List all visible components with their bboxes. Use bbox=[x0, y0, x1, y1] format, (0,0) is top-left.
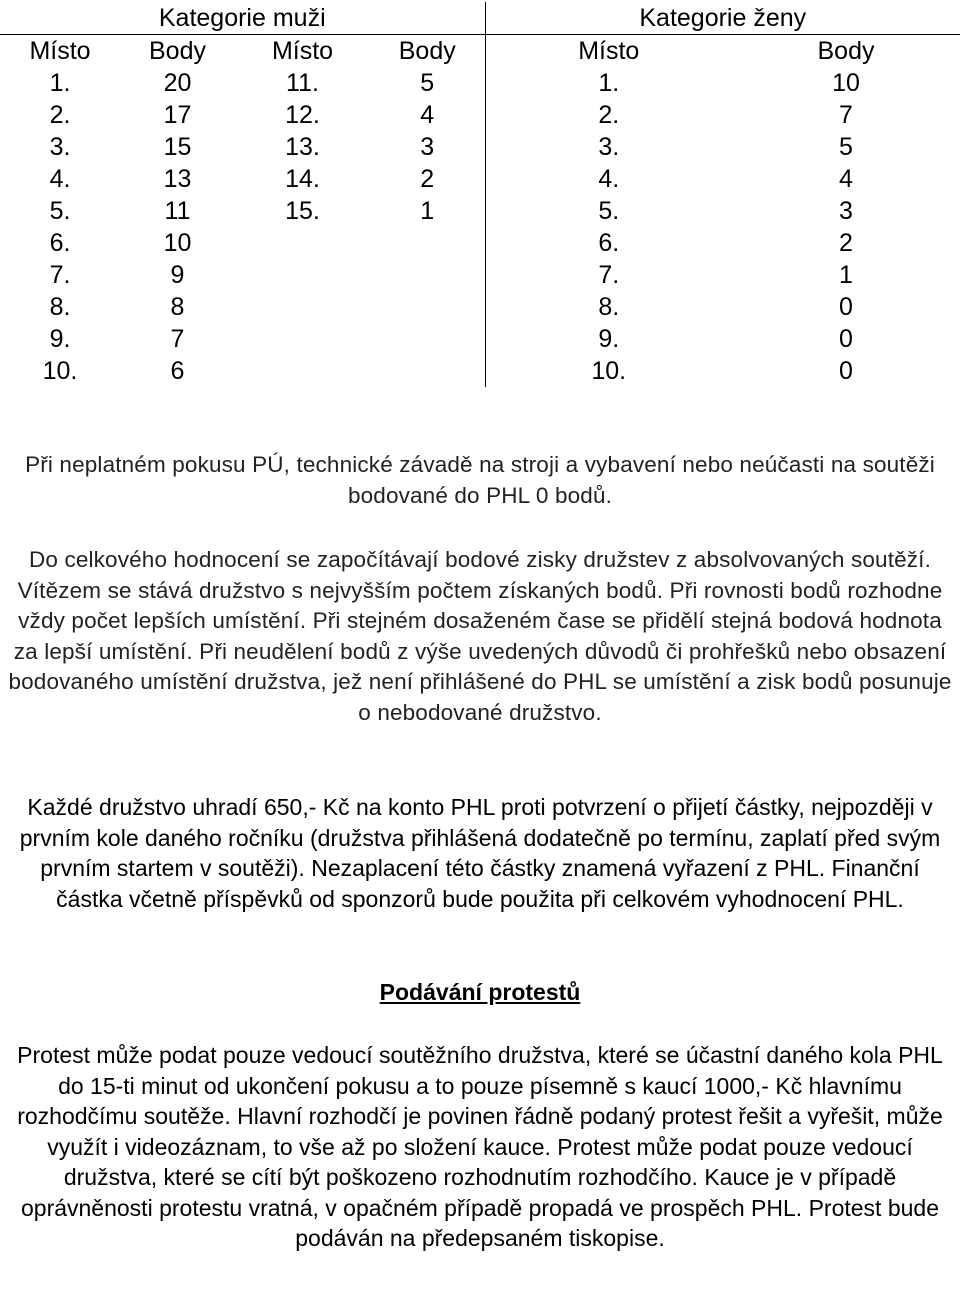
column-header: Místo bbox=[485, 35, 732, 68]
table-row bbox=[0, 163, 960, 195]
table-cell: 9 bbox=[170, 261, 185, 289]
table-cell: 9. bbox=[598, 325, 620, 353]
table-cell: 6 bbox=[170, 357, 185, 385]
table-cell: 2. bbox=[49, 101, 71, 129]
table-row bbox=[0, 99, 960, 131]
table-cell: 13. bbox=[285, 133, 320, 161]
table-cell bbox=[235, 227, 370, 259]
table-cell: 10. bbox=[591, 357, 627, 385]
table-cell: 6. bbox=[598, 229, 620, 257]
column-header: Místo bbox=[235, 35, 370, 68]
table-row bbox=[0, 355, 960, 387]
table-cell: 15. bbox=[285, 197, 320, 225]
table-cell: 3. bbox=[598, 133, 620, 161]
category-men: Kategorie muži bbox=[0, 2, 485, 35]
table-cell: 5 bbox=[370, 67, 485, 99]
fee-paragraph: Každé družstvo uhradí 650,- Kč na konto PHL proti potvrzení o přijetí částky, nejpozději v prvním kole daného ročníku (družstva přihlášená dodatečně po termínu, zaplatí před svým prvním startem v soutěži). Nezaplacení této částky znamená vyřazení z PHL. Finanční částka včetně příspěvků od sponzorů bude použita při celkovém vyhodnocení PHL. bbox=[19, 794, 941, 912]
table-cell: 1 bbox=[370, 195, 485, 227]
invalid-attempt-paragraph: Při neplatném pokusu PÚ, technické závadě na stroji a vybavení nebo neúčasti na soutěži bodované do PHL 0 bodů. bbox=[25, 452, 935, 508]
table-cell: 8 bbox=[170, 293, 185, 321]
table-cell: 5. bbox=[598, 197, 620, 225]
table-cell: 0 bbox=[839, 325, 853, 353]
table-row bbox=[0, 259, 960, 291]
table-row bbox=[0, 291, 960, 323]
table-cell: 2 bbox=[839, 229, 853, 257]
table-cell: 13 bbox=[163, 165, 192, 193]
scoring-rules-paragraph: Do celkového hodnocení se započítávají bodové zisky družstev z absolvovaných soutěží. Vítězem se stává družstvo s nejvyšším počtem získaných bodů. Při rovnosti bodů rozhodne vždy počet lepších umístění. Při stejném dosaženém čase se přidělí stejná bodová hodnota za lepší umístění. Při neudělení bodů z výše uvedených důvodů či prohřešků nebo obsazení bodovaného umístění družstva, jež není přihlášené do PHL se umístění a zisk bodů posunuje o nebodované družstvo. bbox=[8, 547, 952, 725]
points-table bbox=[0, 2, 960, 387]
table-cell: 4. bbox=[49, 165, 71, 193]
table-cell: 3. bbox=[49, 133, 71, 161]
table-cell: 7. bbox=[49, 261, 71, 289]
column-header-row bbox=[0, 35, 960, 68]
table-cell: 3 bbox=[370, 131, 485, 163]
protests-paragraph: Protest může podat pouze vedoucí soutěžního družstva, které se účastní daného kola PHL do 15-ti minut od ukončení pokusu a to pouze písemně s kaucí 1000,- Kč hlavnímu rozhodčímu soutěže. Hlavní rozhodčí je povinen řádně podaný protest řešit a vyřešit, může využít i videozáznam, to vše až po složení kauce. Protest může podat pouze vedoucí družstva, které se cítí být poškozeno rozhodnutím rozhodčího. Kauce je v případě oprávněnosti protestu vratná, v opačném případě propadá ve prospěch PHL. Protest bude podáván na předepsaném tiskopise. bbox=[17, 1042, 943, 1251]
column-header: Místo bbox=[0, 35, 120, 68]
table-cell: 11. bbox=[286, 69, 319, 97]
table-cell: 12. bbox=[285, 101, 320, 129]
table-cell: 10 bbox=[163, 229, 192, 257]
table-cell: 0 bbox=[839, 357, 853, 385]
table-cell bbox=[235, 355, 370, 387]
table-cell: 1. bbox=[598, 69, 620, 97]
table-cell: 8. bbox=[598, 293, 620, 321]
table-cell: 7. bbox=[598, 261, 620, 289]
table-cell: 15 bbox=[163, 133, 192, 161]
table-cell: 4. bbox=[598, 165, 620, 193]
table-row bbox=[0, 131, 960, 163]
column-header: Body bbox=[732, 35, 960, 68]
table-cell bbox=[370, 355, 485, 387]
table-cell: 7 bbox=[839, 101, 853, 129]
table-cell: 2. bbox=[598, 101, 620, 129]
table-row bbox=[0, 227, 960, 259]
column-header: Body bbox=[370, 35, 485, 68]
column-header: Body bbox=[120, 35, 235, 68]
table-cell bbox=[370, 259, 485, 291]
table-cell: 1 bbox=[839, 261, 853, 289]
table-cell: 10. bbox=[42, 357, 78, 385]
table-cell: 14. bbox=[285, 165, 320, 193]
table-cell: 3 bbox=[839, 197, 853, 225]
table-cell: 11 bbox=[164, 197, 191, 225]
table-cell bbox=[370, 291, 485, 323]
table-row bbox=[0, 67, 960, 99]
table-cell bbox=[370, 227, 485, 259]
table-cell bbox=[235, 259, 370, 291]
table-cell bbox=[370, 323, 485, 355]
table-cell: 8. bbox=[49, 293, 71, 321]
table-cell: 17 bbox=[163, 101, 192, 129]
table-cell: 4 bbox=[839, 165, 853, 193]
table-cell: 6. bbox=[49, 229, 71, 257]
table-cell: 10 bbox=[832, 69, 860, 97]
table-cell: 2 bbox=[370, 163, 485, 195]
table-cell: 7 bbox=[170, 325, 185, 353]
table-row bbox=[0, 323, 960, 355]
table-cell bbox=[235, 291, 370, 323]
table-cell bbox=[235, 323, 370, 355]
table-cell: 5. bbox=[49, 197, 71, 225]
table-cell: 1. bbox=[49, 69, 71, 97]
category-header-row bbox=[0, 2, 960, 35]
table-cell: 0 bbox=[839, 293, 853, 321]
table-cell: 5 bbox=[839, 133, 853, 161]
table-row bbox=[0, 195, 960, 227]
category-women: Kategorie ženy bbox=[639, 4, 807, 32]
table-cell: 9. bbox=[49, 325, 71, 353]
table-cell: 4 bbox=[370, 99, 485, 131]
table-cell: 20 bbox=[163, 69, 192, 97]
protests-heading: Podávání protestů bbox=[379, 979, 581, 1005]
